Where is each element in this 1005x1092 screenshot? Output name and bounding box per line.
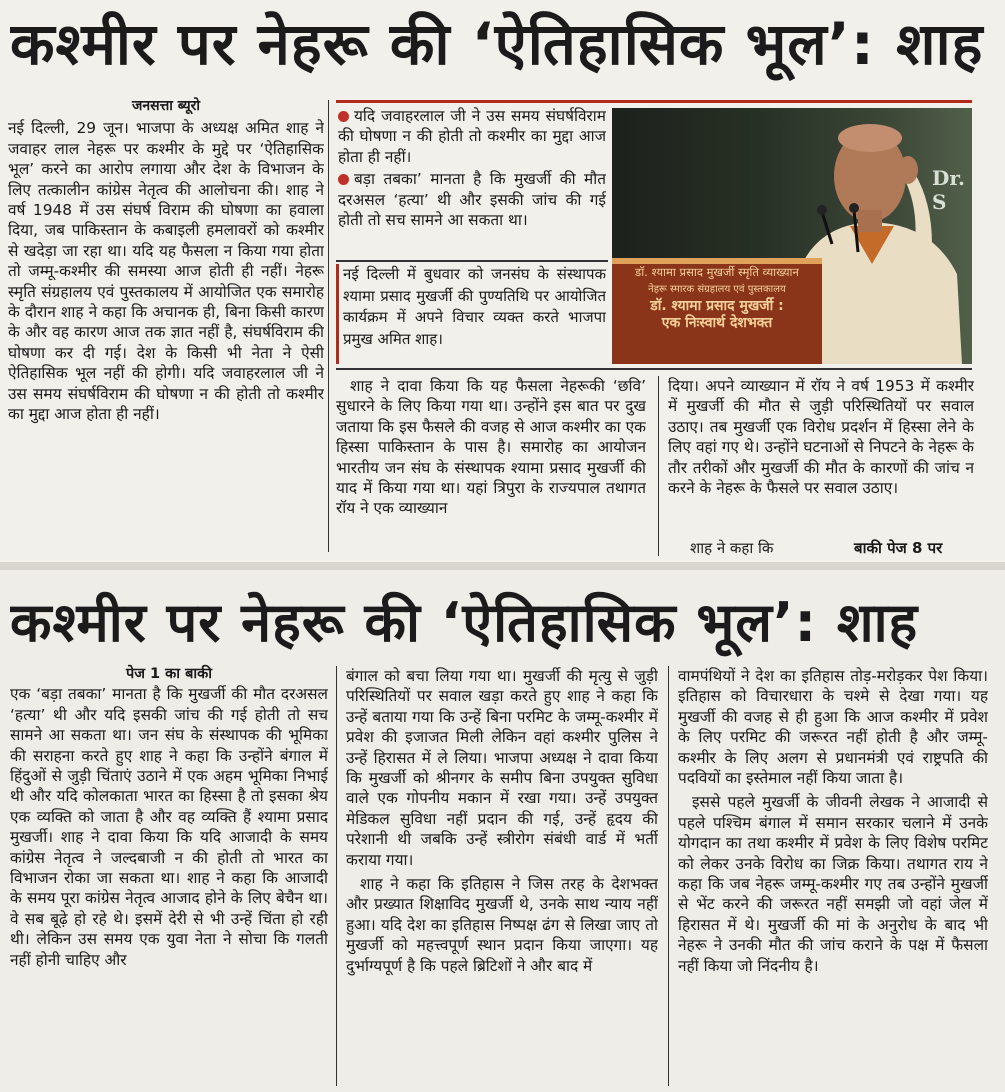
- column-2: [346, 666, 658, 1090]
- byline: जनसत्ता ब्यूरो: [132, 98, 200, 114]
- column-divider: [328, 100, 329, 552]
- column-2-text-b: शाह ने कहा कि इतिहास ने जिस तरह के देशभक्त और प्रख्यात शिक्षाविद मुखर्जी थे, उनके साथ न्याय नहीं हुआ। यदि देश का इतिहास निष्पक्ष ढंग से लिखा जाए तो मुखर्जी को महत्त्वपूर्ण स्थान प्रदान किया जाएगा। यह दुर्भाग्यपूर्ण है कि पहले ब्रिटिशों ने और बाद में: [346, 875, 658, 975]
- headline: कश्मीर पर नेहरू की ‘ऐतिहासिक भूल’: शाह: [10, 591, 919, 654]
- podium-line-1: डॉ. श्यामा प्रसाद मुखर्जी स्मृति व्याख्यान: [635, 265, 799, 279]
- clipping-continuation: [0, 570, 1005, 1092]
- bullet-dot-icon: [338, 111, 349, 122]
- column-3-text-b: इससे पहले मुखर्जी के जीवनी लेखक ने आजादी से पहले पश्चिम बंगाल में समान सरकार चलाने में उनके योगदान का तथा कश्मीर में प्रवेश के लिए विशेष परमिट को लेकर उनके विरोध का जिक्र किया। तथागत राय ने कहा कि जब नेहरू जम्मू-कश्मीर गए तब उन्होंने मुखर्जी से भेंट करने की जरूरत नहीं समझी जो वहां जेल में हिरासत में थे। मुखर्जी की मां के अनुरोध के बाद भी नेहरू ने उनकी मौत की जांच कराने के पक्ष में फैसला नहीं किया जो निंदनीय है।: [678, 793, 988, 975]
- column-3: [678, 666, 988, 1090]
- column-divider: [668, 666, 669, 1086]
- caption-top-rule: [336, 260, 608, 262]
- backdrop-banner-text: Dr. S: [932, 166, 966, 214]
- column-3-tail: शाह ने कहा कि: [690, 539, 774, 557]
- column-divider: [658, 376, 659, 556]
- highlight-box: [338, 106, 606, 258]
- column-1: [8, 96, 324, 560]
- column-3-text-a: वामपंथियों ने देश का इतिहास तोड़-मरोड़कर पेश किया। इतिहास को विचारधारा के चश्मे से देखा गया। यह मुखर्जी की वजह से ही हुआ कि आज कश्मीर में प्रवेश के लिए परमिट की जरूरत नहीं होती है और जम्मू-कश्मीर के लिए अलग से प्रधानमंत्री एवं राष्ट्रपति की पदवियों का इस्तेमाल नहीं किया जाता है।: [678, 667, 988, 788]
- clipping-separator: [0, 562, 1005, 570]
- column-1-text: एक ‘बड़ा तबका’ मानता है कि मुखर्जी की मौत दरअसल ‘हत्या’ थी और यदि इसकी जांच की गई होती तो सच सामने आ सकता था। जन संघ के संस्थापक की भूमिका की सराहना करते हुए शाह ने कहा कि उन्होंने बंगाल में हिंदुओं से जुड़ी चिंताएं उठाने में एक अहम भूमिका निभाई थी और यदि कोलकाता भारत का हिस्सा है तो इसका श्रेय एक व्यक्ति को जाता है और वह व्यक्ति हैं श्यामा प्रसाद मुखर्जी। शाह ने दावा किया कि यदि आजादी के समय कांग्रेस नेतृत्व ने जल्दबाजी न की होती तो भारत का विभाजन रोका जा सकता था। शाह ने कहा कि आजादी के समय पूरा कांग्रेस नेतृत्व आजाद होने के लिए बेचैन था। वे सब बूढ़े हो रहे थे। इसमें देरी से भी उन्हें चिंता हो रही थी। लेकिन उस समय एक युवा नेता ने सोचा कि गलती नहीं होनी चाहिए और: [10, 685, 328, 969]
- column-divider: [336, 666, 337, 1086]
- highlight-point-2: [338, 169, 606, 230]
- column-1-text: नई दिल्ली, 29 जून। भाजपा के अध्यक्ष अमित शाह ने जवाहर लाल नेहरू पर कश्मीर के मुद्दे पर ‘ऐतिहासिक भूल’ करने का आरोप लगाया और देश के विभाजन के लिए तत्कालीन कांग्रेस नेतृत्व की आलोचना की। शाह ने वर्ष 1948 में उस संघर्ष विराम की घोषणा का हवाला दिया, जब पाकिस्तान के कबाइली हमलावरों को कश्मीर से खदेड़ा जा रहा था। यदि यह फैसला न किया गया होता तो जम्मू-कश्मीर की समस्या आज होती ही नहीं। नेहरू स्मृति संग्रहालय एवं पुस्तकालय में आयोजित एक समारोह के दौरान शाह ने कहा कि अचानक ही, बिना किसी कारण के और वह कारण आज तक ज्ञात नहीं है, संघर्षविराम की घोषणा कर दी गई। देश के किसी भी नेता ने ऐसी ऐतिहासिक भूल नहीं की होगी। यदि जवाहरलाल जी ने उस समय संघर्षविराम की घोषणा न की होती तो कश्मीर का मुद्दा आज होता ही नहीं।: [8, 119, 324, 424]
- column-3: [668, 376, 974, 536]
- lower-rule: [336, 368, 972, 370]
- column-2-text: शाह ने दावा किया कि यह फैसला नेहरूकी ‘छवि’ सुधारने के लिए किया गया था। उन्होंने इस बात पर दुख जताया कि इस फैसले की वजह से आज कश्मीर का एक हिस्सा पाकिस्तान के पास है। समारोह का आयोजन भारतीय जन संघ के संस्थापक श्यामा प्रसाद मुखर्जी की याद में किया गया था। यहां त्रिपुरा के राज्यपाल तथागत रॉय ने एक व्याख्यान: [336, 377, 646, 518]
- continued-on-page[interactable]: बाकी पेज 8 पर: [854, 539, 943, 557]
- column-3-text: दिया। अपने व्याख्यान में रॉय ने वर्ष 1953 में कश्मीर में मुखर्जी की मौत से जुड़ी परिस्थितियों पर सवाल उठाए। तब मुखर्जी एक विरोध प्रदर्शन में हिस्सा लेने के लिए वहां गए थे। उन्होंने घटनाओं से निपटने के नेहरू के तौर तरीकों और मुखर्जी की मौत के कारणों की जांच न करने के नेहरू के फैसले पर सवाल उठाए।: [668, 377, 974, 498]
- highlight-point-1-text: यदि जवाहरलाल जी ने उस समय संघर्षविराम की घोषणा न की होती तो कश्मीर का मुद्दा आज होता ही नहीं।: [338, 107, 606, 166]
- highlight-point-2-text: बड़ा तबका’ मानता है कि मुखर्जी की मौत दरअसल ‘हत्या’ थी और इसकी जांच की गई होती तो सच सामने आ सकता था।: [338, 170, 606, 230]
- podium-line-3: डॉ. श्यामा प्रसाद मुखर्जी :: [650, 298, 784, 314]
- podium-line-2: नेहरू स्मारक संग्रहालय एवं पुस्तकालय: [648, 284, 786, 295]
- podium-line-4: एक निःस्वार्थ देशभक्त: [661, 315, 773, 331]
- news-photo: [612, 108, 972, 364]
- column-2: [336, 376, 646, 558]
- column-2-text-a: बंगाल को बचा लिया गया था। मुखर्जी की मृत्यु से जुड़ी परिस्थितियों पर सवाल खड़ा करते हुए शाह ने कहा कि उन्हें बताया गया कि उन्हें बिना परमिट के जम्मू-कश्मीर में प्रवेश की इजाजत मिली लेकिन वहां कश्मीर पुलिस ने उन्हें हिरासत में ले लिया। भाजपा अध्यक्ष ने दावा किया कि मुखर्जी को श्रीनगर के समीप बिना उपयुक्त सुविधा वाले एक गोपनीय मकान में रखा गया। उन्हें उपयुक्त मेडिकल सुविधा नहीं प्रदान की गई, उन्हें हृदय की परेशानी थी जबकि उन्हें स्त्रीरोग संबंधी वार्ड में भर्ती कराया गया।: [346, 667, 658, 869]
- podium-banner: [612, 258, 822, 364]
- column-1: [10, 664, 328, 1090]
- continued-from-label: पेज 1 का बाकी: [125, 666, 213, 682]
- photo-caption: नई दिल्ली में बुधवार को जनसंघ के संस्थापक श्यामा प्रसाद मुखर्जी की पुण्यतिथि पर आयोजित कार्यक्रम में अपने विचार व्यक्त करते भाजपा प्रमुख अमित शाह।: [336, 264, 606, 364]
- bullet-dot-icon: [338, 174, 349, 185]
- top-red-rule: [336, 100, 972, 103]
- headline: कश्मीर पर नेहरू की ‘ऐतिहासिक भूल’: शाह: [10, 10, 984, 78]
- highlight-point-1: [338, 106, 606, 167]
